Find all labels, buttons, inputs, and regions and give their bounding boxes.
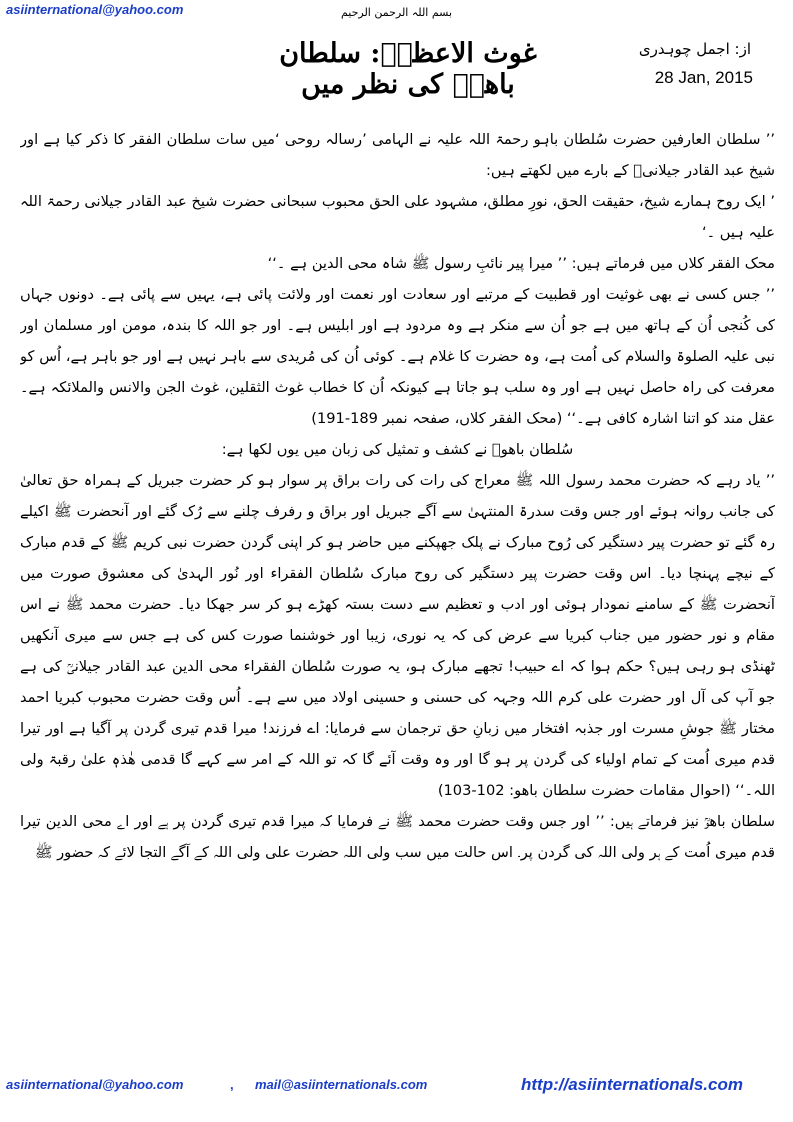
footer-email-mail[interactable]: mail@asiinternationals.com: [255, 1077, 428, 1092]
article-body: [20, 124, 775, 1040]
author-byline: از: اجمل چوہدری: [638, 40, 751, 58]
paragraph-mahak-intro: محک الفقر کلاں میں فرماتے ہیں: ’’ میرا پیر نائبِ رسول ﷺ شاہ محی الدین ہے ۔‘‘: [267, 255, 775, 272]
article-date: 28 Jan, 2015: [654, 68, 753, 87]
bismillah: بسم اللہ الرحمن الرحیم: [340, 6, 453, 19]
paragraph-miraj: ’’ یاد رہے کہ حضرت محمد رسول اللہ ﷺ معراج کی رات کی رات براق پر سوار ہو کر حضرت جبریل کے ہمراہ حق تعالیٰ کی جانب روانہ ہوئے اور جس وقت سدرۃ المنتہیٰ سے آگے جبریل اور براق و رفرف چلنے سے رُک گئے اور آنحضرت ﷺ اکیلے رہ گئے تو حضرت پیر دستگیر کی رُوح مبارک نے پلک جھپکنے میں حاضر ہو کر اپنی گردن حضرت نبی کریم ﷺ کے قدم مبارک کے نیچے پہنچا دیا۔ اس وقت حضرت پیر دستگیر کی روح مبارک سُلطان الفقراء اور نُور الہدیٰ کی معشوق صورت میں آنحضرت ﷺ کے سامنے نمودار ہوئی اور ادب و تعظیم سے دست بستہ کھڑے ہو کر سر جھکا دیا۔ حضرت محمد ﷺ نے اس مقام و نور حضور میں جناب کبریا سے عرض کی کہ یہ نوری، زیبا اور خوشنما صورت کس کی ہے جس سے میری آنکھیں ٹھنڈی ہو رہی ہیں؟ حکم ہوا کہ اے حبیب! تجھے مبارک ہو، یہ صورت سُلطان الفقراء محی الدین عبد القادر جیلانیؒ کی ہے جو آپ کی آل اور حضرت علی کرم اللہ وجہہ کی حسنی و حسینی اولاد میں سے ہے۔ اُس وقت حضرت محبوب کبریا احمد مختار ﷺ جوشِ مسرت اور جذبہ افتخار میں زبانِ حق ترجمان سے فرمایا: اے فرزند! میرا قدم تیری گردن پر آگیا ہے اور تیرا قدم میری اُمت کے تمام اولیاء کی گردن پر ہو گا اور وہ وقت آئے گا کہ تو اللہ کے امر سے کہے گا قدمی ھٰذہٖ علیٰ رقبۃ ولی اللہ۔‘‘ (احوال مقامات حضرت سلطان باھو: 102-103): [20, 472, 775, 799]
paragraph-closing: سلطان باھوؒ نیز فرماتے ہیں: ’’ اور جس وقت حضرت محمد ﷺ نے فرمایا کہ میرا قدم تیری گردن پر ہے اور اے محی الدین تیرا قدم میری اُمت کے ہر ولی اللہ کی گردن پر۔ اس حالت میں سب ولی اللہ حضرت علی ولی اللہ کے آگے التجا لائے کہ حضور ﷺ: [20, 813, 775, 861]
footer-separator: ,: [230, 1077, 234, 1092]
paragraph-intro: ’’ سلطان العارفین حضرت سُلطان باہو رحمۃ اللہ علیہ نے الہامی ’رسالہ روحی ‘میں سات سلطان الفقر کا ذکر کیا ہے اور شیخ عبد القادر جیلانیؒ کے بارے میں لکھتے ہیں:: [20, 131, 775, 179]
footer-website-link[interactable]: http://asiinternationals.com: [521, 1075, 743, 1094]
paragraph-mahak-quote: ’’ جس کسی نے بھی غوثیت اور قطبیت کے مرتبے اور سعادت اور نعمت اور ولائت پائی ہے، یہیں سے پائی ہے۔ دونوں جہاں کی کُنجی اُن کے ہاتھ میں ہے جو اُن سے منکر ہے وہ مردود ہے اور ابلیس ہے۔ اور جو اللہ کا بندہ، مومن اور مسلمان اور نبی علیہ الصلوۃ والسلام کی اُمت ہے، وہ حضرت کا غلام ہے۔ کوئی اُن کی مُریدی سے باہر نہیں ہے اور جو باہر ہے، اُس کو معرفت کی راہ حاصل نہیں ہے اور وہ سلب ہو جاتا ہے کیونکہ اُن کا خطاب غوث الثقلین، غوث الجن والانس والملائکہ ہے۔ عقل مند کو اتنا اشارہ کافی ہے۔‘‘ (محک الفقر کلاں، صفحہ نمبر 189-191): [20, 286, 775, 427]
paragraph-quote-risala: ’ ایک روح ہمارے شیخ، حقیقت الحق، نورِ مطلق، مشہود علی الحق محبوب سبحانی حضرت شیخ عبد القادر جیلانی رحمۃ اللہ علیہ ہیں ۔‘: [20, 193, 775, 241]
article-title: غوث الاعظمؒ: سلطان باھوؒ کی نظر میں: [279, 38, 537, 100]
footer: [0, 1075, 793, 1099]
footer-email-yahoo[interactable]: asiinternational@yahoo.com: [6, 1077, 184, 1092]
header-email[interactable]: asiinternational@yahoo.com: [6, 2, 184, 17]
paragraph-kashf-intro: سُلطان باھوؒ نے کشف و تمثیل کی زبان میں یوں لکھا ہے:: [221, 441, 574, 458]
